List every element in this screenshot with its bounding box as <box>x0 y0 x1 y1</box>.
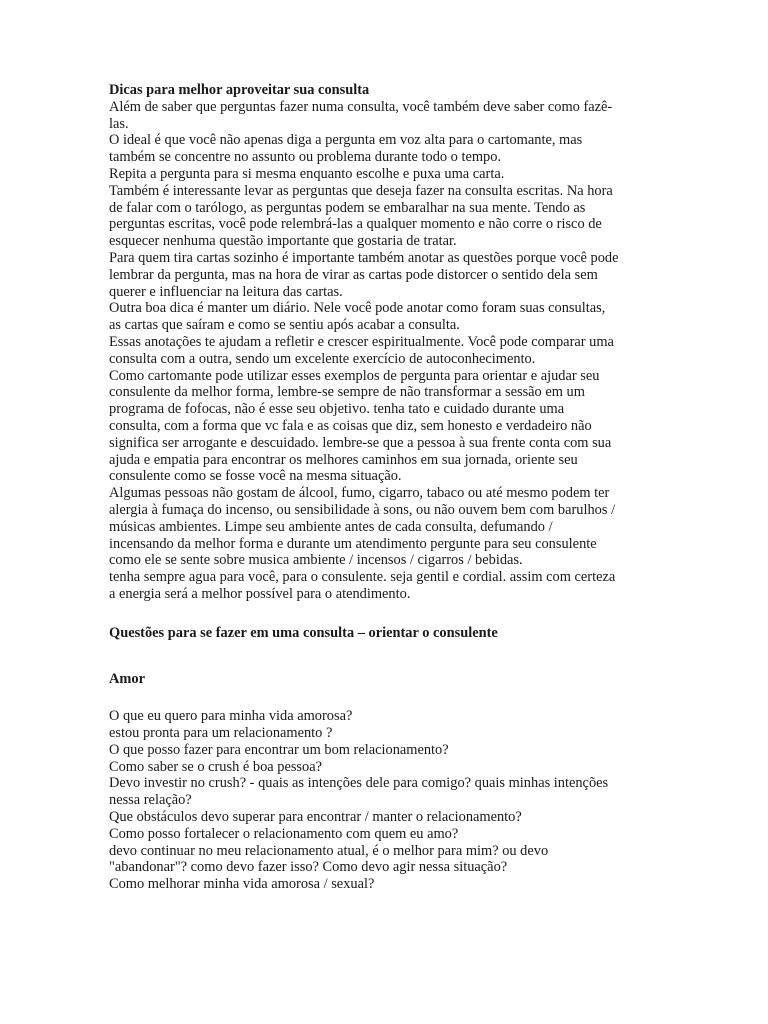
intro-text-line: incensando da melhor forma e durante um atendimento pergunte para seu consulente <box>109 535 597 552</box>
intro-text-line: perguntas escritas, você pode relembrá-las a qualquer momento e não corre o risco de <box>109 216 602 233</box>
intro-text-line: também se concentre no assunto ou problema durante todo o tempo. <box>109 149 502 166</box>
amor-question-line: estou pronta para um relacionamento ? <box>109 725 333 742</box>
intro-text-line: Repita a pergunta para si mesma enquanto escolhe e puxa uma carta. <box>109 165 505 182</box>
intro-text-line: Também é interessante levar as perguntas que deseja fazer na consulta escritas. Na hora <box>109 182 613 199</box>
amor-question-line: Devo investir no crush? - quais as intenções dele para comigo? quais minhas intenções <box>109 775 609 792</box>
intro-text-line: Além de saber que perguntas fazer numa consulta, você também deve saber como fazê- <box>109 98 613 115</box>
intro-text-line: programa de fofocas, não é esse seu objetivo. tenha tato e cuidado durante uma <box>109 401 565 418</box>
intro-text-line: Algumas pessoas não gostam de álcool, fumo, cigarro, tabaco ou até mesmo podem ter <box>109 485 610 502</box>
amor-question-line: Como melhorar minha vida amorosa / sexual? <box>109 876 375 893</box>
spacer <box>109 603 661 625</box>
amor-question-line: Como saber se o crush é boa pessoa? <box>109 758 322 775</box>
intro-text-line: las. <box>109 115 129 132</box>
intro-text-line: consulta, com a forma que vc fala e as coisas que diz, sem honesto e verdadeiro não <box>109 417 592 434</box>
section-title: Questões para se fazer em uma consulta – orientar o consulente <box>109 624 498 641</box>
intro-text-line: ajuda e empatia para encontrar os melhores caminhos em sua jornada, oriente seu <box>109 451 578 468</box>
intro-text-line: significa ser arrogante e descuidado. lembre-se que a pessoa à sua frente conta com sua <box>109 434 612 451</box>
intro-text-line: de falar com o tarólogo, as perguntas podem se embaralhar na sua mente. Tendo as <box>109 199 586 216</box>
spacer <box>109 687 661 708</box>
intro-text-line: músicas ambientes. Limpe seu ambiente antes de cada consulta, defumando / <box>109 518 553 535</box>
document-page <box>109 82 661 893</box>
intro-paragraphs <box>109 99 661 603</box>
intro-text-line: querer e influenciar na leitura das cartas. <box>109 283 343 300</box>
amor-question-line: Que obstáculos devo superar para encontrar / manter o relacionamento? <box>109 809 522 826</box>
intro-text-line: esquecer nenhuma questão importante que gostaria de tratar. <box>109 233 457 250</box>
intro-text-line: consulente como se fosse você na mesma situação. <box>109 468 402 485</box>
amor-question-line: nessa relação? <box>109 792 192 809</box>
intro-text-line: Para quem tira cartas sozinho é importante também anotar as questões porque você pode <box>109 249 619 266</box>
intro-title: Dicas para melhor aproveitar sua consulta <box>109 82 370 98</box>
intro-text-line: Outra boa dica é manter um diário. Nele você pode anotar como foram suas consultas, <box>109 300 606 317</box>
amor-question-line: "abandonar"? como devo fazer isso? Como devo agir nessa situação? <box>109 859 508 876</box>
intro-text-line: como ele se sente sobre musica ambiente / incensos / cigarros / bebidas. <box>109 552 523 569</box>
intro-text-line: alergia à fumaça do incenso, ou sensibilidade à sons, ou não ouvem bem com barulhos / <box>109 501 616 518</box>
intro-text-line: tenha sempre agua para você, para o consulente. seja gentil e cordial. assim com certeza <box>109 569 616 586</box>
intro-text-line: O ideal é que você não apenas diga a pergunta em voz alta para o cartomante, mas <box>109 132 583 149</box>
amor-question-line: O que eu quero para minha vida amorosa? <box>109 708 353 725</box>
amor-title: Amor <box>109 670 145 687</box>
intro-text-line: Essas anotações te ajudam a refletir e crescer espiritualmente. Você pode comparar uma <box>109 333 614 350</box>
intro-text-line: a energia será a melhor possível para o atendimento. <box>109 585 411 602</box>
intro-text-line: consulente da melhor forma, lembre-se sempre de não transformar a sessão em um <box>109 384 585 401</box>
spacer <box>109 642 661 671</box>
amor-question-line: Como posso fortalecer o relacionamento com quem eu amo? <box>109 825 459 842</box>
intro-text-line: consulta com a outra, sendo um excelente exercício de autoconhecimento. <box>109 350 536 367</box>
intro-text-line: as cartas que saíram e como se sentiu após acabar a consulta. <box>109 317 460 334</box>
amor-question-line: devo continuar no meu relacionamento atual, é o melhor para mim? ou devo <box>109 842 549 859</box>
amor-question-line: O que posso fazer para encontrar um bom relacionamento? <box>109 741 449 758</box>
amor-questions <box>109 708 661 893</box>
intro-text-line: Como cartomante pode utilizar esses exemplos de pergunta para orientar e ajudar seu <box>109 367 600 384</box>
intro-text-line: lembrar da pergunta, mas na hora de virar as cartas pode distorcer o sentido dela sem <box>109 266 598 283</box>
